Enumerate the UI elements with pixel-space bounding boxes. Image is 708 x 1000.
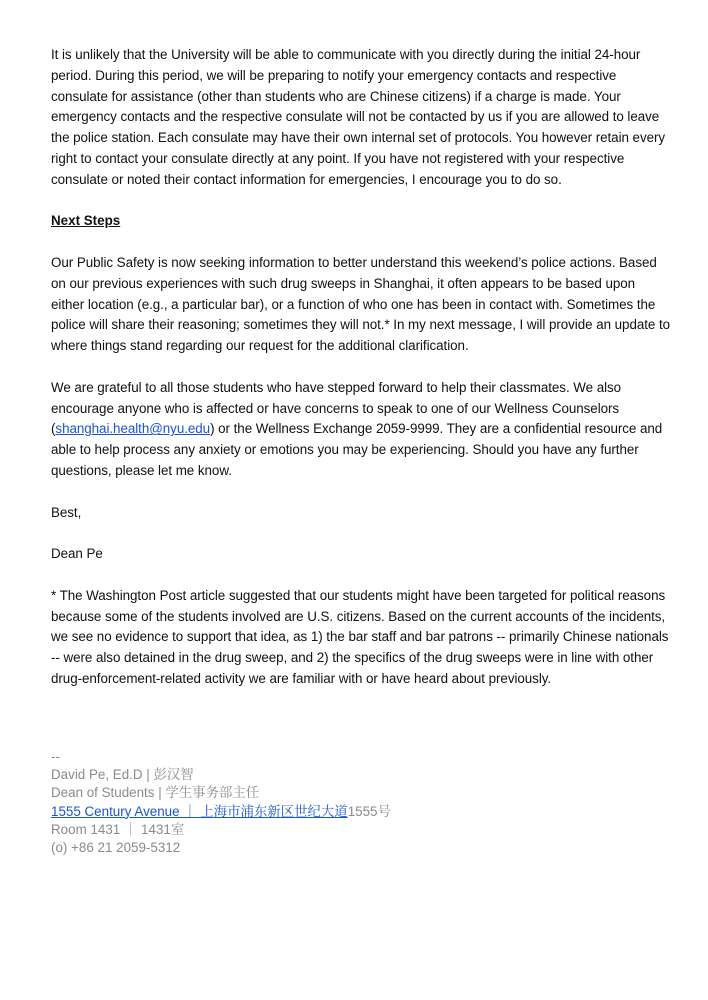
spacer xyxy=(51,565,671,586)
closing: Best, xyxy=(51,504,82,520)
section-heading-next-steps: Next Steps xyxy=(51,213,121,229)
spacer xyxy=(51,357,671,378)
signature-title: Dean of Students | 学生事务部主任 xyxy=(51,785,260,801)
email-body xyxy=(51,45,671,690)
spacer xyxy=(51,191,671,212)
wellness-email-link[interactable]: shanghai.health@nyu.edu xyxy=(55,421,211,437)
signature-name: David Pe, Ed.D | 彭汉智 xyxy=(51,767,194,783)
signature-separator: -- xyxy=(51,749,60,764)
spacer xyxy=(51,482,671,503)
wellness-text-before: We are grateful to all those students who have stepped forward to help their classmates. We also encourage anyone who is affected or have concerns to speak to one of our Wellness Counselors ( xyxy=(51,379,622,437)
wellness-text-after: ) or the Wellness Exchange 2059-9999. They are a confidential resource and able to help process any anxiety or emotions you may be experiencing. Should you have any further questions, please let me know. xyxy=(51,421,663,478)
footnote: * The Washington Post article suggested that our students might have been targeted for political reasons because some of the students involved are U.S. citizens. Based on the current accounts of the incidents, we see no evidence to support that idea, as 1) the bar staff and bar patrons -- primarily Chinese nationals -- were also detained in the drug sweep, and 2) the specifics of the drug sweeps were in line with other drug-enforcement-related activity we are familiar with or have heard about previously. xyxy=(51,587,669,686)
spacer xyxy=(51,232,671,253)
paragraph-wellness xyxy=(51,378,671,482)
signature-phone: (o) +86 21 2059-5312 xyxy=(51,840,181,856)
paragraph-public-safety: Our Public Safety is now seeking information to better understand this weekend’s police actions. Based on our previous experiences with such drug sweeps in Shanghai, it often appears to be based upon either location (e.g., a particular bar), or a function of who one has been in contact with. Sometimes the police will share their reasoning; sometimes they will not.* In my next message, I will provide an update to where things stand regarding our request for the additional clarification. xyxy=(51,254,671,354)
signature-room: Room 1431 ｜ 1431室 xyxy=(51,821,185,837)
spacer xyxy=(51,523,671,544)
signature-address xyxy=(51,803,391,821)
address-suffix: 1555号 xyxy=(347,803,391,819)
paragraph-consulate-notice: It is unlikely that the University will be able to communicate with you directly during the initial 24-hour period. During this period, we will be preparing to notify your emergency contacts and respective consulate for assistance (other than students who are Chinese citizens) if a charge is made. Your emergency contacts and the respective consulate will not be contacted by us if you are allowed to leave the police station. Each consulate may have their own internal set of protocols. You however retain every right to contact your consulate directly at any point. If you have not registered with your respective consulate or noted their contact information for emergencies, I encourage you to do so. xyxy=(51,47,666,187)
address-link[interactable]: 1555 Century Avenue ｜ 上海市浦东新区世纪大道 xyxy=(51,803,348,819)
email-signature xyxy=(51,748,391,857)
sender-name: Dean Pe xyxy=(51,546,103,562)
